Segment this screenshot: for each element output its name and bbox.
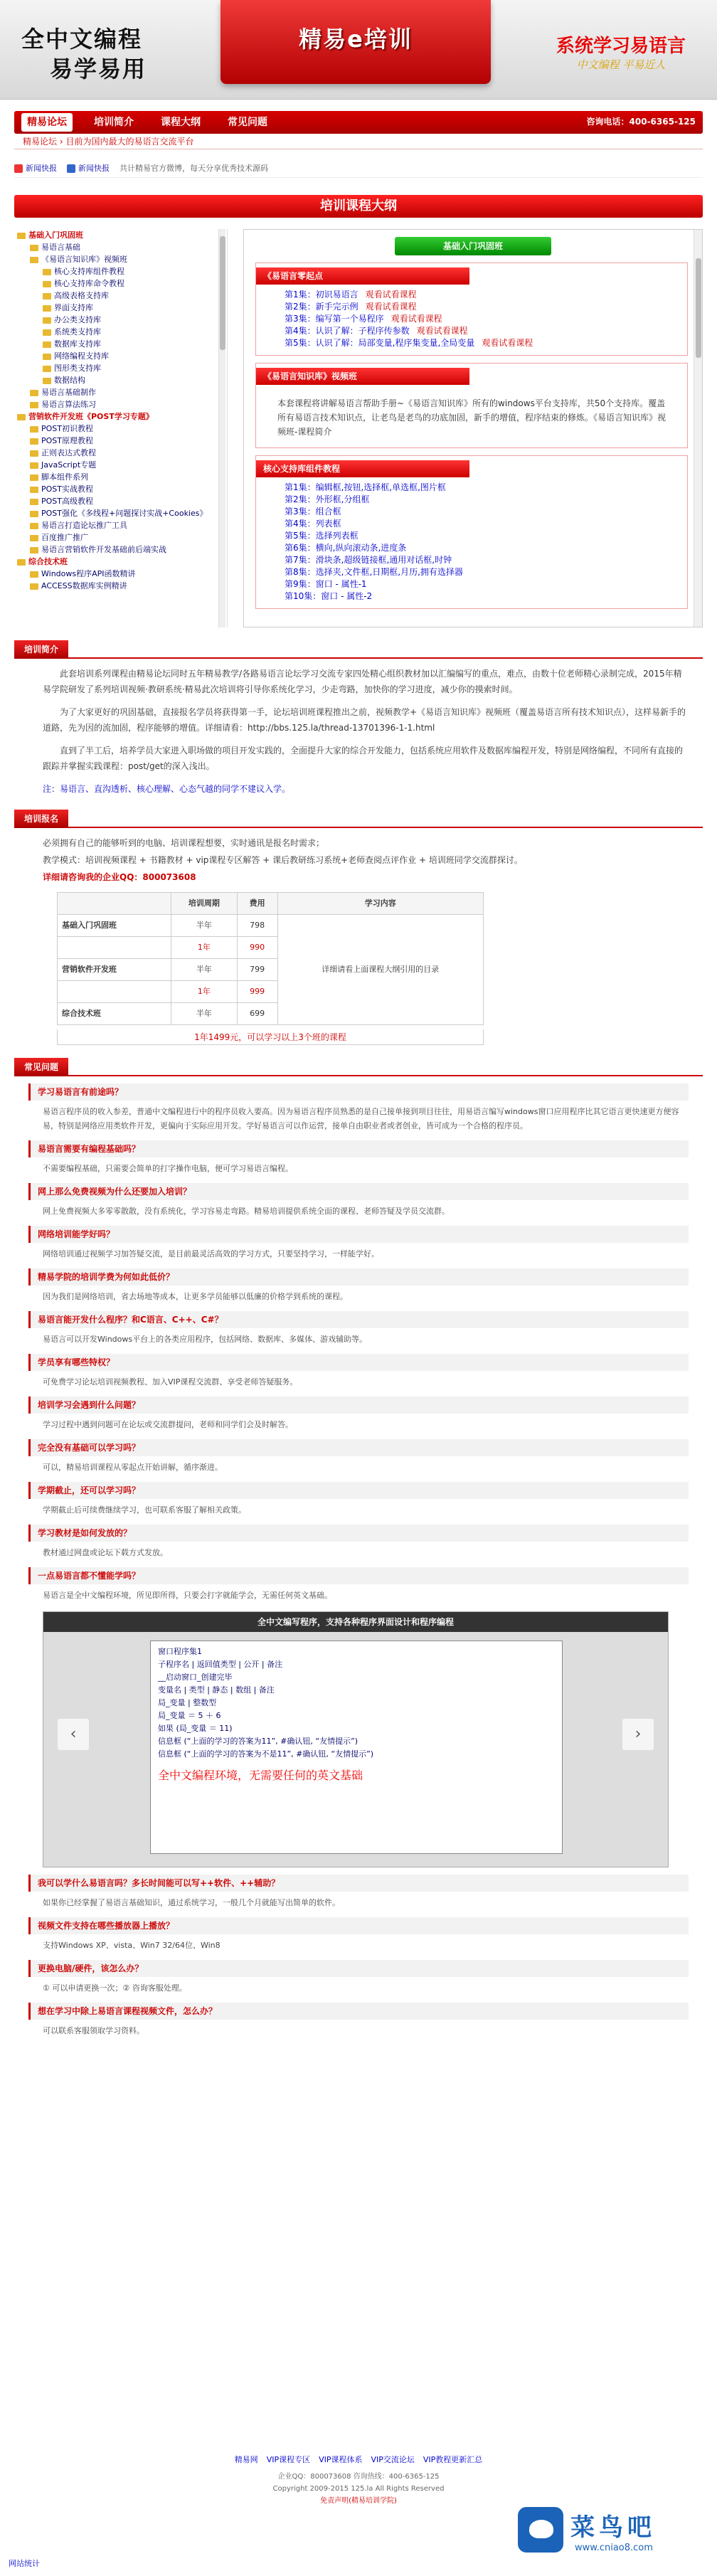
faq-question[interactable]: 精易学院的培训学费为何如此低价？ bbox=[28, 1268, 689, 1286]
tree-node[interactable] bbox=[14, 423, 227, 435]
lesson-box-title: 核心支持库组件教程 bbox=[256, 460, 469, 477]
quicklink-weibo[interactable] bbox=[67, 162, 110, 175]
course-name-cell: 基础入门巩固班 bbox=[58, 915, 171, 937]
demo-code-window bbox=[150, 1641, 563, 1854]
faq-answer: 不需要编程基础，只需要会简单的打字操作电脑，便可学习易语言编程。 bbox=[43, 1164, 293, 1173]
tree-node[interactable] bbox=[14, 350, 227, 362]
tree-node-label: 脚本组件系列 bbox=[41, 472, 88, 482]
footer-link[interactable]: VIP课程体系 bbox=[319, 2455, 363, 2464]
faq-answer: 可以，精易培训课程从零起点开始讲解，循序渐进。 bbox=[43, 1463, 223, 1472]
lesson-box-intro: 本套课程将讲解易语言帮助手册~《易语言知识库》所有的windows平台支持库，共50个支持库。覆盖所有易语言技术知识点，让老鸟是老鸟的功底加固，新手的增值，程序结束的修炼。《易语言知识库》视频班-课程简介 bbox=[277, 398, 666, 437]
tree-node-label: 办公类支持库 bbox=[54, 315, 101, 324]
faq-answer: 如果你已经掌握了易语言基础知识，通过系统学习，一般几个月就能写出简单的软件。 bbox=[43, 1898, 340, 1907]
signup-title: 培训报名 bbox=[14, 810, 68, 828]
tree-node-label: 数据库支持库 bbox=[54, 339, 101, 349]
lesson-box-title: 《易语言零起点 bbox=[256, 267, 469, 285]
faq-question[interactable]: 想在学习中除上易语言课程视频文件，怎么办？ bbox=[28, 2003, 689, 2020]
faq-question[interactable]: 学习易语言有前途吗？ bbox=[28, 1083, 689, 1101]
lesson-item[interactable]: 第7集：滑块条,超级链接框,通用对话框,时钟 bbox=[285, 555, 452, 565]
folder-icon bbox=[30, 426, 38, 433]
folder-icon bbox=[43, 329, 51, 336]
folder-icon bbox=[30, 257, 38, 263]
main-nav bbox=[14, 111, 703, 134]
tree-node-label: ACCESS数据库实例精讲 bbox=[41, 581, 127, 590]
lesson-box-basics bbox=[255, 263, 688, 356]
course-name-cell bbox=[58, 981, 171, 1003]
faq-question[interactable]: 易语言需要有编程基础吗？ bbox=[28, 1140, 689, 1157]
course-name-cell: 营销软件开发班 bbox=[58, 959, 171, 981]
folder-icon bbox=[17, 233, 26, 239]
tree-node[interactable] bbox=[14, 326, 227, 338]
watch-link[interactable]: 观看试看课程 bbox=[391, 314, 442, 324]
course-name-cell: 综合技术班 bbox=[58, 1003, 171, 1025]
intro-paragraph: 为了大家更好的巩固基础，直接报名学员将获得第一手，论坛培训班课程推出之前，视频教学+《易语言知识库》视频班（覆盖易语言所有技术知识点），这样易新手的道路，先为因的流加固，程序能够的增值。详细请看：http://bbs.125.la/thread-13701396-1-1.html bbox=[43, 707, 686, 733]
folder-icon bbox=[43, 305, 51, 312]
tree-node[interactable] bbox=[14, 531, 227, 544]
viewer-scrollbar[interactable] bbox=[694, 230, 702, 627]
intro-paragraph: 此套培训系列课程由精易论坛同时五年精易教学/各路易语言论坛学习交流专家四处精心组织教材加以汇编编写的重点，难点，由数十位老师精心录制完成，2015年精易学院研发了系列培训视频·教研系统·精易此次培训将引导你系统化学习，少走弯路，加快你的学习进度，减少你的摸索时间。 bbox=[43, 669, 682, 694]
period-cell: 半年 bbox=[171, 1003, 238, 1025]
folder-icon bbox=[43, 281, 51, 287]
tree-node[interactable] bbox=[14, 471, 227, 483]
fee-cell: 699 bbox=[237, 1003, 277, 1025]
tree-node[interactable] bbox=[14, 398, 227, 410]
faq-answer: 学期截止后可续费继续学习，也可联系客服了解相关政策。 bbox=[43, 1505, 246, 1515]
course-name-cell bbox=[58, 937, 171, 959]
period-cell: 1年 bbox=[171, 937, 238, 959]
tree-node-label: 易语言营销软件开发基础前后端实战 bbox=[41, 545, 166, 554]
tree-node[interactable] bbox=[14, 556, 227, 568]
faq-question[interactable]: 视频文件支持在哪些播放器上播放？ bbox=[28, 1917, 689, 1934]
lesson-item[interactable]: 第9集：窗口 - 属性-1 bbox=[285, 579, 367, 589]
tree-node[interactable] bbox=[14, 580, 227, 592]
tree-node[interactable] bbox=[14, 253, 227, 265]
lesson-box-knowledge bbox=[255, 363, 688, 448]
price-header-cell: 学习内容 bbox=[277, 893, 483, 915]
tree-node-label: 易语言基础 bbox=[41, 243, 80, 252]
hotline: 咨询电话：400-6365-125 bbox=[586, 117, 696, 127]
faq-answer: 教材通过网盘或论坛下载方式发放。 bbox=[43, 1548, 168, 1557]
intro-section-title bbox=[14, 640, 703, 659]
folder-icon bbox=[30, 535, 38, 541]
footer-link[interactable]: VIP教程更新汇总 bbox=[423, 2455, 483, 2464]
folder-icon bbox=[30, 475, 38, 481]
footer-contact: 企业QQ：800073608 咨询热线：400-6365-125 bbox=[277, 2472, 440, 2481]
watermark-name: 菜鸟吧 bbox=[570, 2513, 656, 2542]
slider-prev-arrow-icon[interactable]: ‹ bbox=[58, 1719, 89, 1750]
price-footer: 1年1499元，可以学习以上3个班的课程 bbox=[57, 1029, 484, 1045]
logo-text: 精易e培训 bbox=[299, 26, 413, 53]
breadcrumb bbox=[14, 134, 703, 149]
tree-node-label: 网络编程支持库 bbox=[54, 351, 109, 361]
tree-node[interactable] bbox=[14, 290, 227, 302]
tree-scrollbar[interactable] bbox=[218, 229, 225, 627]
code-line: __启动窗口_创建完毕 bbox=[158, 1673, 233, 1682]
tree-node[interactable] bbox=[14, 568, 227, 580]
lesson-label: 第4集：认识了解：子程序传参数 bbox=[285, 326, 410, 336]
tree-node[interactable] bbox=[14, 386, 227, 398]
period-cell: 半年 bbox=[171, 959, 238, 981]
slogan-line2: 易学易用 bbox=[50, 55, 147, 83]
quicklink-label: 新闻快报 bbox=[78, 163, 110, 173]
watermark-url: www.cniao8.com bbox=[575, 2543, 653, 2553]
folder-icon bbox=[30, 438, 38, 445]
folder-icon bbox=[17, 559, 26, 566]
nav-intro[interactable]: 培训简介 bbox=[94, 116, 134, 128]
tree-node[interactable] bbox=[14, 544, 227, 556]
code-line: 信息框 (“上面的学习的答案为11”, #确认钮, “友情提示”) bbox=[158, 1737, 358, 1746]
tree-node-label: POST初识教程 bbox=[41, 424, 93, 433]
intro-title: 培训简介 bbox=[14, 640, 68, 659]
intro-body bbox=[14, 659, 703, 797]
lesson-item[interactable] bbox=[256, 325, 687, 337]
breadcrumb-label[interactable]: 精易论坛 bbox=[23, 137, 58, 147]
lesson-item[interactable] bbox=[256, 337, 687, 349]
folder-icon bbox=[30, 523, 38, 529]
fee-cell: 999 bbox=[237, 981, 277, 1003]
footer-link[interactable]: VIP交流论坛 bbox=[371, 2455, 415, 2464]
tree-node-label: 核心支持库命令教程 bbox=[54, 279, 124, 288]
signup-qq[interactable]: 详细请咨询我的企业QQ：800073608 bbox=[43, 872, 196, 882]
period-cell: 半年 bbox=[171, 915, 238, 937]
faq-question[interactable]: 学员享有哪些特权？ bbox=[28, 1354, 689, 1371]
faq-question[interactable]: 培训学习会遇到什么问题？ bbox=[28, 1396, 689, 1414]
lesson-label: 第2集：新手完示例 bbox=[285, 302, 358, 312]
lesson-label: 第5集：认识了解：局部变量,程序集变量,全局变量 bbox=[285, 338, 475, 348]
folder-icon bbox=[30, 245, 38, 251]
faq-answer: 易语言是全中文编程环境，所见即所得，只要会打字就能学会，无需任何英文基础。 bbox=[43, 1591, 332, 1600]
price-row bbox=[58, 915, 484, 937]
quicklink-news[interactable] bbox=[14, 162, 57, 175]
faq-answer: 学习过程中遇到问题可在论坛或交流群提问，老师和同学们会及时解答。 bbox=[43, 1420, 293, 1429]
faq-question[interactable]: 学期截止，还可以学习吗？ bbox=[28, 1482, 689, 1499]
quicklink-label: 新闻快报 bbox=[26, 163, 57, 173]
faq-answer: 易语言程序员的收入参差，普通中文编程进行中的程序员收入要高。因为易语言程序员熟悉的是自己接单接到项目往往，用易语言编写windows窗口应用程序比其它语言更快速更方便容易，特别是网络应用类软件开发，更偏向于实际应用开发。学好易语言可以作运营，接单自由职业者或者创业，皆可成为一个合格的程序员。 bbox=[43, 1107, 679, 1130]
bird-logo-icon bbox=[518, 2507, 563, 2553]
fee-cell: 990 bbox=[237, 937, 277, 959]
faq-title: 常见问题 bbox=[14, 1058, 68, 1076]
faq-answer: 可以联系客服领取学习资料。 bbox=[43, 2026, 144, 2035]
tree-node-label: 基础入门巩固班 bbox=[28, 230, 83, 240]
faq-answer: 易语言可以开发Windows平台上的各类应用程序，包括网络、数据库、多媒体、游戏辅助等。 bbox=[43, 1335, 368, 1344]
nav-home[interactable]: 精易论坛 bbox=[21, 113, 73, 132]
faq-answer: ① 可以申请更换一次；② 咨询客服处理。 bbox=[43, 1983, 187, 1993]
signup-section-title bbox=[14, 810, 703, 828]
tree-node-label: 图形类支持库 bbox=[54, 364, 101, 373]
price-header-cell: 费用 bbox=[237, 893, 277, 915]
code-line: 局_变量 ＝ 5 ＋ 6 bbox=[158, 1711, 221, 1720]
demo-heading: 全中文编写程序，支持各种程序界面设计和程序编程 bbox=[43, 1612, 668, 1632]
outline-title: 培训课程大纲 bbox=[14, 195, 703, 218]
lesson-item[interactable] bbox=[256, 289, 687, 301]
news-icon bbox=[14, 164, 23, 173]
tree-node-label: POST原理教程 bbox=[41, 436, 93, 445]
intro-tip: 注：易语言、直沟透析、核心理解、心态气越的同学不建议入学。 bbox=[43, 784, 291, 794]
folder-icon bbox=[43, 354, 51, 360]
code-line: 如果 (局_变量 ＝ 11) bbox=[158, 1724, 233, 1733]
period-cell: 1年 bbox=[171, 981, 238, 1003]
tree-node[interactable] bbox=[14, 338, 227, 350]
folder-icon bbox=[43, 341, 51, 348]
tree-node-label: 综合技术班 bbox=[28, 557, 68, 566]
footer-disclaimer[interactable]: 免责声明(精易培训学院) bbox=[320, 2496, 397, 2505]
tree-node-label: 正则表达式教程 bbox=[41, 448, 96, 457]
course-outline bbox=[14, 229, 703, 627]
tree-node-label: 营销软件开发班《POST学习专题》 bbox=[28, 412, 154, 421]
tree-node[interactable] bbox=[14, 483, 227, 495]
tree-node[interactable] bbox=[14, 519, 227, 531]
header-right-slogan bbox=[546, 36, 696, 73]
tree-node[interactable] bbox=[14, 277, 227, 290]
right-slogan-big: 系统学习易语言 bbox=[556, 36, 686, 57]
lesson-box-title: 《易语言知识库》视频班 bbox=[256, 368, 469, 385]
site-stats-link[interactable]: 网站统计 bbox=[9, 2559, 40, 2568]
tree-node-label: 高级表格支持库 bbox=[54, 291, 109, 300]
watch-link[interactable]: 观看试看课程 bbox=[365, 302, 417, 312]
tree-node[interactable] bbox=[14, 459, 227, 471]
lesson-box-components bbox=[255, 455, 688, 609]
folder-icon bbox=[30, 402, 38, 408]
tree-node-label: POST实战教程 bbox=[41, 484, 93, 494]
faq-question[interactable]: 学习教材是如何发放的？ bbox=[28, 1525, 689, 1542]
lesson-item[interactable]: 第10集：窗口 - 属性-2 bbox=[285, 591, 373, 601]
tree-node-label: 系统类支持库 bbox=[54, 327, 101, 336]
footer-links bbox=[0, 2454, 717, 2466]
faq-question[interactable]: 一点易语言都不懂能学吗？ bbox=[28, 1567, 689, 1584]
folder-icon bbox=[43, 293, 51, 300]
folder-icon bbox=[43, 317, 51, 324]
content-cell: 详细请看上面课程大纲引用的目录 bbox=[277, 915, 483, 1025]
footer-copyright bbox=[0, 2471, 717, 2507]
folder-icon bbox=[30, 547, 38, 553]
tree-node-label: POST强化《多线程+问题探讨实战+Cookies》 bbox=[41, 509, 208, 518]
code-line: 信息框 (“上面的学习的答案为不是11”, #确认钮, “友情提示”) bbox=[158, 1749, 374, 1759]
folder-icon bbox=[43, 378, 51, 384]
folder-icon bbox=[43, 366, 51, 372]
tree-node-label: JavaScript专题 bbox=[41, 460, 97, 470]
slider-next-arrow-icon[interactable]: › bbox=[622, 1719, 654, 1750]
faq-question[interactable]: 完全没有基础可以学习吗？ bbox=[28, 1439, 689, 1456]
signup-paragraph: 教学模式：培训视频课程 + 书籍教材 + vip课程专区解答 + 课后教研练习系统+老师查阅点评作业 + 培训班同学交流群探讨。 bbox=[43, 855, 523, 865]
tree-node[interactable] bbox=[14, 507, 227, 519]
course-tree bbox=[14, 229, 228, 627]
tree-node-label: 界面支持库 bbox=[54, 303, 93, 312]
tree-node[interactable] bbox=[14, 374, 227, 386]
intro-paragraph: 直到了半工后，培养学员大家进入职场做的项目开发实践的，全面提升大家的综合开发能力，包括系统应用软件及数据库编程开发，特别是网络编程，不同所有直接的跟踪并掌握实践课程：post/get的深入浅出。 bbox=[43, 746, 684, 771]
slogan-line1: 全中文编程 bbox=[21, 26, 143, 53]
lesson-item[interactable] bbox=[256, 301, 687, 313]
folder-icon bbox=[30, 571, 38, 578]
tree-node[interactable] bbox=[14, 265, 227, 277]
watch-link[interactable]: 观看试看课程 bbox=[365, 290, 417, 300]
tree-node-label: 《易语言知识库》视频班 bbox=[41, 255, 127, 264]
watch-link[interactable]: 观看试看课程 bbox=[482, 338, 533, 348]
signup-paragraph: 必须拥有自己的能够听到的电脑、培训课程想要，实时通讯是报名时需求； bbox=[43, 838, 325, 848]
code-line: 变量名 | 类型 | 静态 | 数组 | 备注 bbox=[158, 1685, 275, 1695]
faq-answer: 网络培训通过视频学习加答疑交流，是目前最灵活高效的学习方式，只要坚持学习，一样能学好。 bbox=[43, 1249, 379, 1258]
header-slogan bbox=[21, 24, 147, 84]
price-header-cell: 培训周期 bbox=[171, 893, 238, 915]
folder-icon bbox=[30, 583, 38, 590]
quicklinks bbox=[14, 159, 703, 178]
tree-node[interactable] bbox=[14, 302, 227, 314]
tree-node-label: 易语言打造论坛推广工具 bbox=[41, 521, 127, 530]
folder-icon bbox=[43, 269, 51, 275]
nav-outline[interactable]: 课程大纲 bbox=[161, 116, 201, 128]
tree-scroll-thumb[interactable] bbox=[220, 236, 225, 350]
tree-node[interactable] bbox=[14, 410, 227, 423]
tree-node[interactable] bbox=[14, 447, 227, 459]
tree-node-label: 易语言基础制作 bbox=[41, 388, 96, 397]
footer-link[interactable]: VIP课程专区 bbox=[266, 2455, 311, 2464]
lesson-label: 第3集：编写第一个易程序 bbox=[285, 314, 384, 324]
lesson-item[interactable]: 第6集：横向,纵向滚动条,进度条 bbox=[285, 543, 407, 553]
weibo-icon bbox=[67, 164, 75, 173]
faq-answer: 因为我们是网络培训，省去场地等成本，让更多学员能够以低廉的价格学到系统的课程。 bbox=[43, 1292, 348, 1301]
code-demo-slider bbox=[43, 1611, 669, 1867]
faq-question[interactable]: 我可以学什么易语言吗？多长时间能可以写++软件、++辅助？ bbox=[28, 1875, 689, 1892]
right-slogan-small: 中文编程 平易近人 bbox=[576, 58, 666, 71]
faq-answer: 可免费学习论坛培训视频教程、加入VIP课程交流群、享受老师答疑服务。 bbox=[43, 1377, 298, 1387]
faq-section-title bbox=[14, 1058, 703, 1076]
faq-question[interactable]: 网络培训能学好吗？ bbox=[28, 1226, 689, 1243]
tree-node[interactable] bbox=[14, 229, 227, 241]
folder-icon bbox=[30, 499, 38, 505]
lesson-item[interactable]: 第1集：编辑框,按钮,选择框,单选框,图片框 bbox=[285, 482, 446, 492]
tree-node[interactable] bbox=[14, 314, 227, 326]
tree-node[interactable] bbox=[14, 495, 227, 507]
breadcrumb-text: › 目前为国内最大的易语言交流平台 bbox=[59, 137, 194, 147]
folder-icon bbox=[30, 450, 38, 457]
signup-body bbox=[14, 828, 703, 1045]
lesson-item[interactable] bbox=[256, 313, 687, 325]
folder-icon bbox=[17, 414, 26, 420]
footer-copyright-line: Copyright 2009-2015 125.la All Rights Reserved bbox=[272, 2484, 445, 2493]
tree-node[interactable] bbox=[14, 241, 227, 253]
lesson-item[interactable]: 第3集：组合框 bbox=[285, 507, 341, 516]
lesson-item[interactable]: 第2集：外形框,分组框 bbox=[285, 494, 370, 504]
code-line: 子程序名 | 返回值类型 | 公开 | 备注 bbox=[158, 1660, 283, 1669]
price-table bbox=[57, 892, 484, 1025]
faq-question[interactable]: 网上那么免费视频为什么还要加入培训？ bbox=[28, 1183, 689, 1200]
fee-cell: 798 bbox=[237, 915, 277, 937]
lesson-item[interactable]: 第4集：列表框 bbox=[285, 519, 341, 529]
nav-faq[interactable]: 常见问题 bbox=[228, 116, 267, 128]
viewer-heading: 基础入门巩固班 bbox=[395, 237, 551, 255]
course-viewer bbox=[243, 229, 703, 627]
quicklink-note: 共计精易官方微博，每天分享优秀技术源码 bbox=[120, 163, 268, 173]
footer-link[interactable]: 精易网 bbox=[234, 2455, 258, 2464]
lesson-label: 第1集：初识易语言 bbox=[285, 290, 358, 300]
tree-node-label: 数据结构 bbox=[54, 376, 85, 385]
folder-icon bbox=[30, 511, 38, 517]
header-banner bbox=[0, 0, 717, 100]
faq-question[interactable]: 易语言能开发什么程序？和C语言、C++、C#？ bbox=[28, 1311, 689, 1328]
tree-node-label: 核心支持库组件教程 bbox=[54, 267, 124, 276]
tree-node-label: POST高级教程 bbox=[41, 497, 93, 506]
price-header-cell bbox=[58, 893, 171, 915]
faq-answer: 支持Windows XP、vista、Win7 32/64位、Win8 bbox=[43, 1941, 221, 1950]
site-logo[interactable] bbox=[221, 0, 491, 84]
tree-node[interactable] bbox=[14, 435, 227, 447]
viewer-scroll-thumb[interactable] bbox=[696, 258, 701, 358]
watch-link[interactable]: 观看试看课程 bbox=[416, 326, 468, 336]
fee-cell: 799 bbox=[237, 959, 277, 981]
folder-icon bbox=[30, 462, 38, 469]
lesson-item[interactable]: 第8集：选择夹,文件框,日期框,月历,拥有选择器 bbox=[285, 567, 463, 577]
folder-icon bbox=[30, 487, 38, 493]
folder-icon bbox=[30, 390, 38, 396]
faq-question[interactable]: 更换电脑/硬件，该怎么办？ bbox=[28, 1960, 689, 1977]
faq-answer: 网上免费视频大多零零散散，没有系统化，学习容易走弯路。精易培训提供系统全面的课程、老师答疑及学员交流群。 bbox=[43, 1207, 450, 1216]
code-line: 窗口程序集1 bbox=[158, 1647, 202, 1656]
tree-node[interactable] bbox=[14, 362, 227, 374]
tree-node-label: 易语言算法练习 bbox=[41, 400, 96, 409]
demo-tagline: 全中文编程环境，无需要任何的英文基础 bbox=[158, 1769, 363, 1782]
code-line: 局_变量 | 整数型 bbox=[158, 1698, 217, 1707]
lesson-item[interactable]: 第5集：选择列表框 bbox=[285, 531, 358, 541]
tree-node-label: Windows程序API函数精讲 bbox=[41, 569, 136, 578]
tree-node-label: 百度推广推广 bbox=[41, 533, 88, 542]
watermark bbox=[511, 2504, 703, 2561]
